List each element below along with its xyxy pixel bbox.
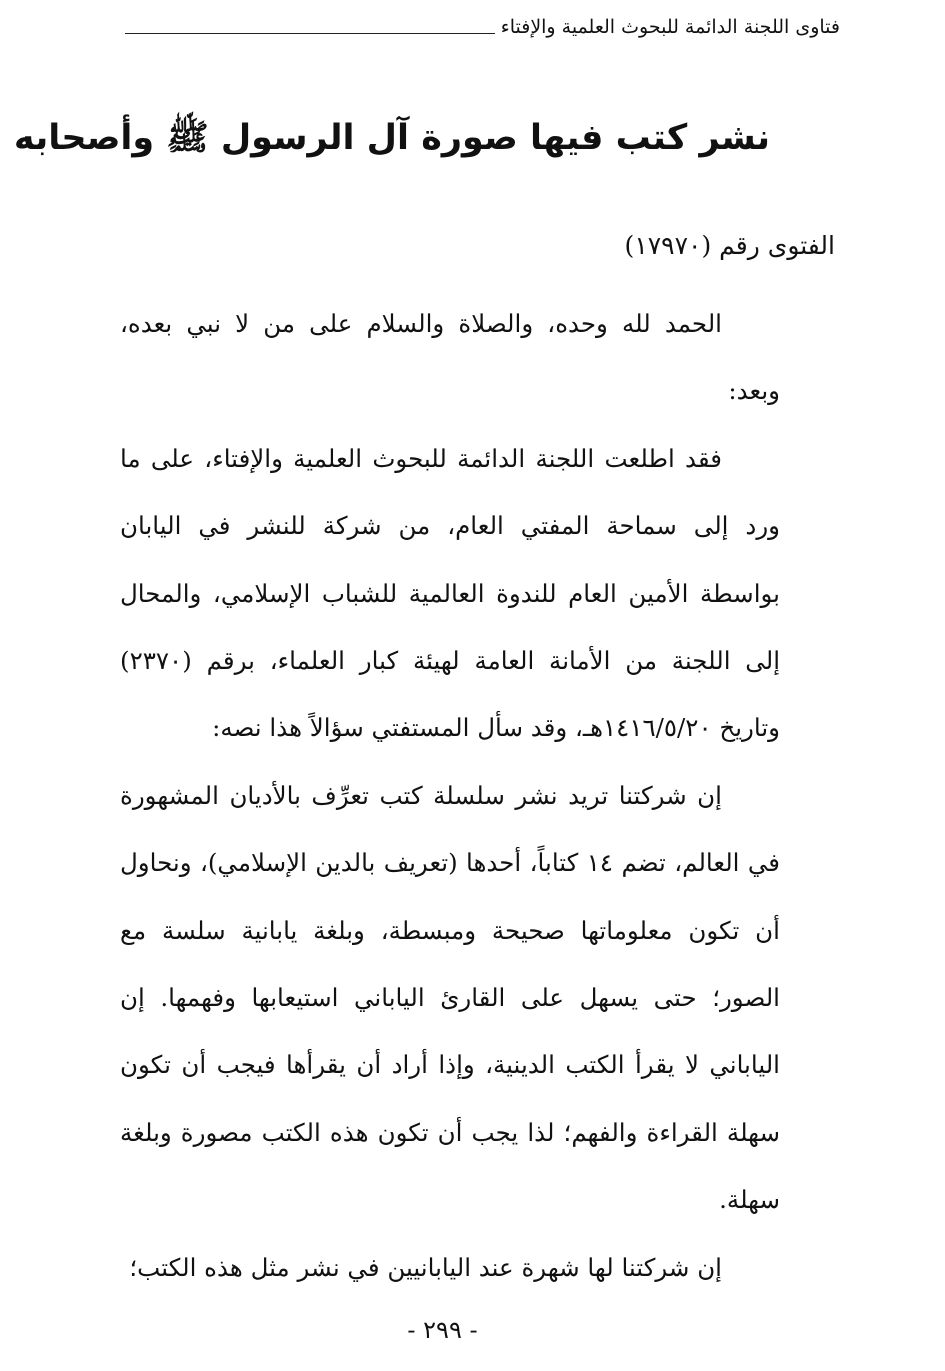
body-text	[120, 290, 780, 1301]
fatwa-title: نشر كتب فيها صورة آل الرسول ﷺ وأصحابه	[13, 118, 770, 158]
running-header-title: فتاوى اللجنة الدائمة للبحوث العلمية والإفتاء	[500, 16, 840, 38]
running-header	[125, 12, 840, 42]
paragraph-opening: الحمد لله وحده، والصلاة والسلام على من لا نبي بعده، وبعد:	[120, 309, 780, 406]
paragraph-continuation: إن شركتنا لها شهرة عند اليابانيين في نشر مثل هذه الكتب؛	[129, 1252, 722, 1282]
header-rule	[125, 33, 495, 34]
page-number: - ٢٩٩ -	[407, 1316, 478, 1344]
paragraph-question: إن شركتنا تريد نشر سلسلة كتب تعرِّف بالأديان المشهورة في العالم، تضم ١٤ كتاباً، أحدها (تعريف بالدين الإسلامي)، ونحاول أن تكون معلوماتها صحيحة ومبسطة، وبلغة يابانية سلسة مع الصور؛ حتى يسهل على القارئ الياباني استيعابها وفهمها. إن الياباني لا يقرأ الكتب الدينية، وإذا أراد أن يقرأها فيجب أن تكون سهلة القراءة والفهم؛ لذا يجب أن تكون هذه الكتب مصورة وبلغة سهلة.	[120, 780, 780, 1215]
paragraph-context: فقد اطلعت اللجنة الدائمة للبحوث العلمية والإفتاء، على ما ورد إلى سماحة المفتي العام، من شركة للنشر في اليابان بواسطة الأمين العام للندوة العالمية للشباب الإسلامي، والمحال إلى اللجنة من الأمانة العامة لهيئة كبار العلماء، برقم (٢٣٧٠) وتاريخ ١٤١٦/٥/٢٠هـ، وقد سأل المستفتي سؤالاً هذا نصه:	[120, 443, 780, 743]
fatwa-number: الفتوى رقم (١٧٩٧٠)	[624, 231, 835, 260]
